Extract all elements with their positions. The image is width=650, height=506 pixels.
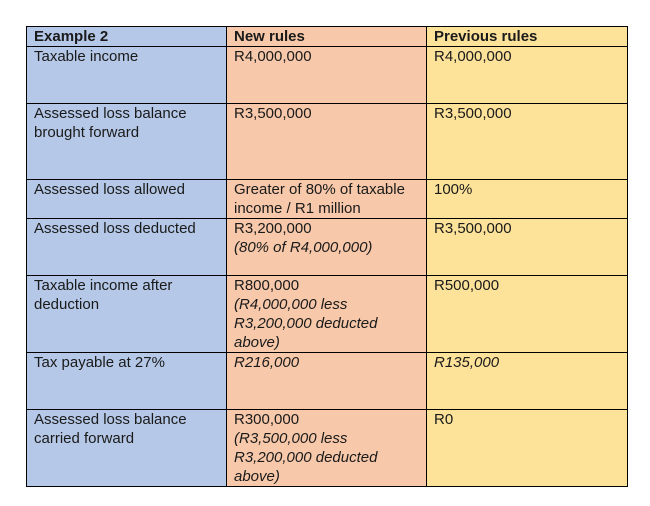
table-row bbox=[27, 47, 628, 104]
row-label: Tax payable at 27% bbox=[27, 353, 227, 410]
previous-rules-value: R3,500,000 bbox=[427, 219, 628, 276]
new-rules-cell bbox=[227, 219, 427, 276]
new-rules-note: (80% of R4,000,000) bbox=[234, 239, 373, 256]
header-new-rules: New rules bbox=[227, 27, 427, 47]
new-rules-cell bbox=[227, 353, 427, 410]
row-label: Assessed loss balance carried forward bbox=[27, 410, 227, 487]
row-label: Assessed loss deducted bbox=[27, 219, 227, 276]
new-rules-value: R4,000,000 bbox=[234, 48, 312, 65]
new-rules-note: R216,000 bbox=[234, 354, 300, 371]
row-label: Taxable income after deduction bbox=[27, 276, 227, 353]
header-previous-rules: Previous rules bbox=[427, 27, 628, 47]
table-row bbox=[27, 410, 628, 487]
previous-rules-cell bbox=[427, 353, 628, 410]
new-rules-cell bbox=[227, 410, 427, 487]
new-rules-value: R3,500,000 bbox=[234, 105, 312, 122]
table-row bbox=[27, 219, 628, 276]
new-rules-value: R3,200,000 bbox=[234, 220, 312, 237]
table-header-row bbox=[27, 27, 628, 47]
previous-rules-value: R3,500,000 bbox=[427, 104, 628, 180]
new-rules-cell bbox=[227, 180, 427, 219]
new-rules-value: Greater of 80% of taxable income / R1 million bbox=[234, 181, 405, 217]
new-rules-value: R800,000 bbox=[234, 277, 300, 294]
row-label: Taxable income bbox=[27, 47, 227, 104]
previous-rules-value: R500,000 bbox=[427, 276, 628, 353]
previous-rules-value: R135,000 bbox=[434, 354, 500, 371]
new-rules-note: (R4,000,000 less R3,200,000 deducted above) bbox=[234, 296, 378, 351]
previous-rules-value: 100% bbox=[427, 180, 628, 219]
new-rules-cell bbox=[227, 104, 427, 180]
row-label: Assessed loss allowed bbox=[27, 180, 227, 219]
new-rules-cell bbox=[227, 276, 427, 353]
table-row bbox=[27, 180, 628, 219]
previous-rules-value: R0 bbox=[427, 410, 628, 487]
row-label: Assessed loss balance brought forward bbox=[27, 104, 227, 180]
header-example: Example 2 bbox=[27, 27, 227, 47]
new-rules-value: R300,000 bbox=[234, 411, 300, 428]
previous-rules-value: R4,000,000 bbox=[427, 47, 628, 104]
comparison-table bbox=[26, 26, 628, 487]
new-rules-cell bbox=[227, 47, 427, 104]
table-row bbox=[27, 276, 628, 353]
table-row bbox=[27, 104, 628, 180]
table-row bbox=[27, 353, 628, 410]
new-rules-note: (R3,500,000 less R3,200,000 deducted above) bbox=[234, 430, 378, 485]
